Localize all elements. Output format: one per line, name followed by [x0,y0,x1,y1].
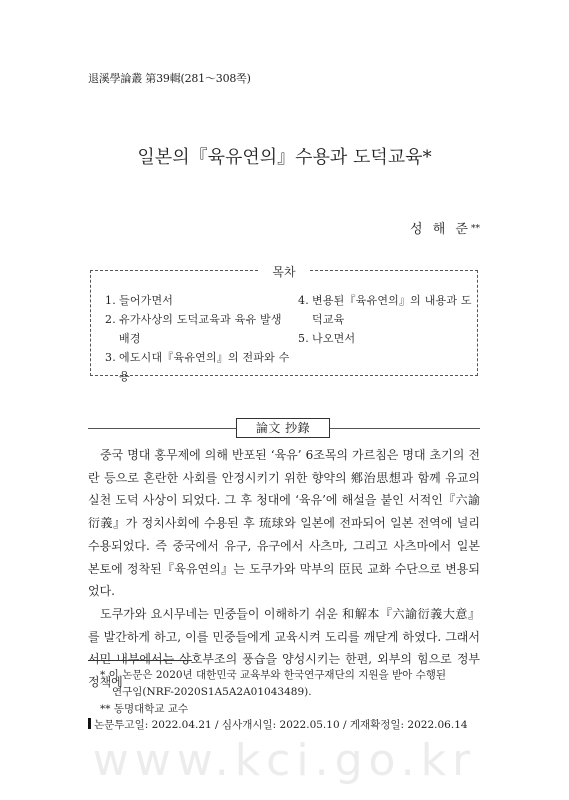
toc-item-text: 에도시대『육유연의』의 전파와 수용 [119,351,290,383]
footnote-funding [100,667,480,701]
toc-item-text: 나오면서 [312,332,356,345]
paper-title: 일본의『육유연의』수용과 도덕교육* [137,147,432,168]
toc-right-column [298,291,476,348]
footnote-funding-continuation: 연구임(NRF-2020S1A5A2A01043489). [112,686,312,698]
footnote-affiliation: ** 동명대학교 교수 [100,703,189,715]
toc-item-number: 5. [298,332,309,345]
toc-item [105,348,291,386]
toc-item-text: 들어가면서 [119,294,174,307]
author-name-text: 성 해 준 [410,222,471,237]
review-marker-bar [88,718,91,729]
review-dates-text: 논문투고일: 2022.04.21 / 심사개시일: 2022.05.10 / 게재확정일: 2022.06.14 [94,719,468,731]
toc-item-number: 2. [105,313,116,326]
watermark: www.kci.go.kr [92,735,477,786]
author-name [410,218,480,237]
toc-item [105,310,291,348]
author-footnote-mark: ** [471,224,480,234]
abstract-paragraph: 중국 명대 홍무제에 의해 반포된 ‘육유’ 6조목의 가르침은 명대 초기의 전란 등으로 혼란한 사회를 안정시키기 위한 향약의 鄕治思想과 함께 유교의 실천 도덕 사상이 되었다. 그 후 청대에 ‘육유’에 해설을 붙인 서적인『六諭衍義』가 정치사회에 수용된 후 琉球와 일본에 전파되어 일본 전역에 널리 수용되었다. 즉 중국에서 유구, 유구에서 사츠마, 그리고 사츠마에서 일본 본토에 정착된『육유연의』는 도쿠가와 막부의 臣民 교화 수단으로 변용되었다. [88,448,480,599]
footnote-funding-line: * 이 논문은 2020년 대한민국 교육부와 한국연구재단의 지원을 받아 수행된 [100,669,447,681]
review-dates [88,717,468,734]
toc-item-number: 4. [298,294,309,307]
table-of-contents [90,265,478,383]
section-label: 論文 抄錄 [236,418,330,438]
toc-left-column [105,291,291,386]
toc-item-number: 3. [105,351,116,364]
abstract-paragraph: 도쿠가와 요시무네는 민중들이 이해하기 쉬운 和解本『六諭衍義大意』를 발간하게 하고, 이를 민중들에게 교육시켜 도리를 깨닫게 하였다. 그래서 서민 내부에서는 상호부조의 풍습을 양성시키는 한편, 외부의 힘으로 정부 정책에 [88,606,480,690]
toc-item [298,291,476,329]
toc-item-number: 1. [105,294,116,307]
journal-header: 退溪學論叢 第39輯(281～308쪽) [88,72,251,85]
toc-item-text: 변용된『육유연의』의 내용과 도덕교육 [312,294,472,326]
footnote-divider [88,660,192,661]
toc-heading-label: 목차 [258,265,309,279]
toc-heading [91,263,477,280]
toc-item [105,291,291,310]
toc-item [298,329,476,348]
toc-item-text: 유가사상의 도덕교육과 육유 발생 배경 [119,313,282,345]
abstract-body [88,444,480,694]
